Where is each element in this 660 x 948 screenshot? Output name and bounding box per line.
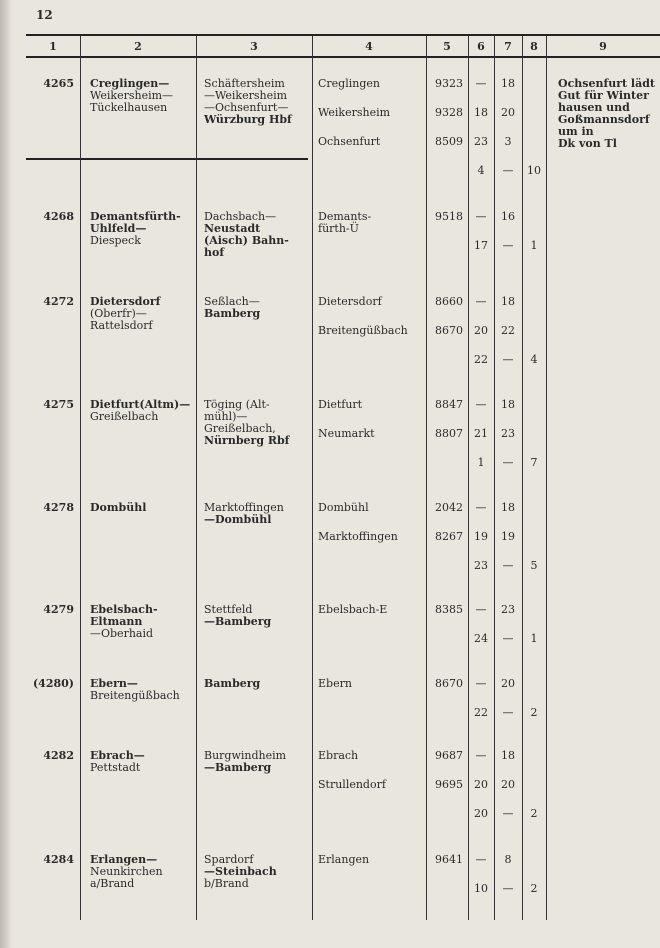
col6-value: — bbox=[475, 77, 487, 90]
station-name: Breitengüßbach bbox=[318, 324, 408, 337]
col7-value: 18 bbox=[501, 398, 515, 411]
route-line: Rattelsdorf bbox=[90, 319, 153, 332]
via-line: Marktoffingen bbox=[204, 501, 284, 514]
col7-value: 23 bbox=[501, 427, 515, 440]
via-line: —Bamberg bbox=[204, 761, 272, 774]
col7-value: 20 bbox=[501, 106, 515, 119]
col6-value: 4 bbox=[477, 164, 485, 177]
station-code: 8660 bbox=[435, 295, 463, 308]
col7-value: 20 bbox=[501, 778, 515, 791]
route-line: Creglingen— bbox=[90, 77, 170, 90]
station-code: 8807 bbox=[435, 427, 463, 440]
entry-number: 4275 bbox=[43, 398, 74, 411]
route-line: Ebrach— bbox=[90, 749, 145, 762]
station-name-cont: fürth-Ü bbox=[318, 222, 359, 235]
station-name: Ochsenfurt bbox=[318, 135, 381, 148]
via-line: Seßlach— bbox=[204, 295, 260, 308]
col7-value: 19 bbox=[501, 530, 515, 543]
remark-line: Goßmannsdorf bbox=[558, 113, 650, 126]
station-code: 8847 bbox=[435, 398, 463, 411]
via-line: Greißelbach, bbox=[204, 422, 276, 435]
column-rule bbox=[546, 36, 547, 920]
route-line: Dietfurt(Altm)— bbox=[90, 398, 191, 411]
via-line: Burgwindheim bbox=[204, 749, 287, 762]
station-name: Ebelsbach-E bbox=[318, 603, 388, 616]
col7-value: 23 bbox=[501, 603, 515, 616]
col7-value: 18 bbox=[501, 77, 515, 90]
col6-value: — bbox=[475, 677, 487, 690]
station-name: Neumarkt bbox=[318, 427, 375, 440]
header-top-rule bbox=[26, 34, 660, 36]
via-line: Neustadt bbox=[204, 222, 261, 235]
col6-value: — bbox=[475, 501, 487, 514]
col6-value: — bbox=[475, 603, 487, 616]
via-line: mühl)— bbox=[204, 410, 248, 423]
route-line: Ebern— bbox=[90, 677, 138, 690]
route-line: Demantsfürth- bbox=[90, 210, 181, 223]
remark-line: Ochsenfurt lädt bbox=[558, 77, 655, 90]
via-line: —Dombühl bbox=[204, 513, 272, 526]
col8-value: 1 bbox=[530, 632, 538, 645]
col8-value: 1 bbox=[530, 239, 538, 252]
via-line: —Weikersheim bbox=[204, 89, 288, 102]
col7-value: 18 bbox=[501, 749, 515, 762]
route-line: Uhlfeld— bbox=[90, 222, 147, 235]
station-code: 8670 bbox=[435, 324, 463, 337]
col8-value: 2 bbox=[530, 882, 538, 895]
column-header: 9 bbox=[599, 40, 607, 53]
col7-value: 22 bbox=[501, 324, 515, 337]
station-code: 9328 bbox=[435, 106, 463, 119]
via-line: hof bbox=[204, 246, 225, 259]
station-name: Dietersdorf bbox=[318, 295, 382, 308]
remark-line: Gut für Winter bbox=[558, 89, 649, 102]
col6-value: — bbox=[475, 398, 487, 411]
col8-value: 4 bbox=[530, 353, 538, 366]
col8-value: 7 bbox=[530, 456, 538, 469]
station-code: 9695 bbox=[435, 778, 463, 791]
col7-value: — bbox=[502, 632, 514, 645]
column-header: 1 bbox=[49, 40, 57, 53]
entry-number: 4265 bbox=[43, 77, 74, 90]
col6-value: 22 bbox=[474, 706, 488, 719]
col6-value: 10 bbox=[474, 882, 488, 895]
col7-value: 18 bbox=[501, 501, 515, 514]
station-name: Creglingen bbox=[318, 77, 380, 90]
col6-value: 20 bbox=[474, 778, 488, 791]
station-name: Weikersheim bbox=[318, 106, 391, 119]
station-code: 8267 bbox=[435, 530, 463, 543]
col8-value: 2 bbox=[530, 706, 538, 719]
via-line: Töging (Alt- bbox=[204, 398, 270, 411]
route-line: a/Brand bbox=[90, 877, 135, 890]
col6-value: — bbox=[475, 295, 487, 308]
column-rule bbox=[80, 36, 81, 920]
col6-value: 17 bbox=[474, 239, 488, 252]
station-code: 8509 bbox=[435, 135, 463, 148]
remark-line: hausen und bbox=[558, 101, 630, 114]
entry-number: 4279 bbox=[43, 603, 74, 616]
route-line: Greißelbach bbox=[90, 410, 159, 423]
col7-value: 3 bbox=[504, 135, 512, 148]
col7-value: 8 bbox=[504, 853, 512, 866]
col7-value: — bbox=[502, 456, 514, 469]
entry-number: 4278 bbox=[43, 501, 74, 514]
via-line: Stettfeld bbox=[204, 603, 253, 616]
station-name: Ebrach bbox=[318, 749, 359, 762]
via-line: —Steinbach bbox=[204, 865, 277, 878]
route-line: Dombühl bbox=[90, 501, 147, 514]
col7-value: — bbox=[502, 559, 514, 572]
col8-value: 10 bbox=[527, 164, 541, 177]
route-line: Ebelsbach- bbox=[90, 603, 158, 616]
column-rule bbox=[196, 36, 197, 920]
route-line: Dietersdorf bbox=[90, 295, 161, 308]
column-header: 6 bbox=[477, 40, 485, 53]
col7-value: 20 bbox=[501, 677, 515, 690]
route-line: Neunkirchen bbox=[90, 865, 163, 878]
column-rule bbox=[312, 36, 313, 920]
via-line: Bamberg bbox=[204, 677, 261, 690]
col6-value: 24 bbox=[474, 632, 488, 645]
route-line: Erlangen— bbox=[90, 853, 158, 866]
col7-value: — bbox=[502, 706, 514, 719]
station-name: Demants- bbox=[318, 210, 372, 223]
entry-number: 4268 bbox=[43, 210, 74, 223]
column-header: 3 bbox=[250, 40, 258, 53]
col7-value: — bbox=[502, 807, 514, 820]
route-line: Diespeck bbox=[90, 234, 141, 247]
route-line: (Oberfr)— bbox=[90, 307, 147, 320]
via-line: b/Brand bbox=[204, 877, 249, 890]
column-header: 8 bbox=[530, 40, 538, 53]
station-code: 9518 bbox=[435, 210, 463, 223]
via-line: —Bamberg bbox=[204, 615, 272, 628]
station-code: 2042 bbox=[435, 501, 463, 514]
col6-value: — bbox=[475, 210, 487, 223]
entry-number: (4280) bbox=[32, 677, 74, 690]
station-name: Dombühl bbox=[318, 501, 369, 514]
via-line: Bamberg bbox=[204, 307, 261, 320]
station-code: 9687 bbox=[435, 749, 463, 762]
via-line: Nürnberg Rbf bbox=[204, 434, 290, 447]
column-header: 4 bbox=[365, 40, 373, 53]
route-line: Weikersheim— bbox=[90, 89, 174, 102]
col6-value: 1 bbox=[477, 456, 485, 469]
col7-value: — bbox=[502, 353, 514, 366]
via-line: Schäftersheim bbox=[204, 77, 285, 90]
col6-value: 23 bbox=[474, 135, 488, 148]
col6-value: 19 bbox=[474, 530, 488, 543]
station-name: Dietfurt bbox=[318, 398, 363, 411]
station-code: 9641 bbox=[435, 853, 463, 866]
via-line: Spardorf bbox=[204, 853, 254, 866]
col6-value: 22 bbox=[474, 353, 488, 366]
col6-value: 21 bbox=[474, 427, 488, 440]
column-rule bbox=[426, 36, 427, 920]
page-number: 12 bbox=[36, 8, 53, 22]
col7-value: 18 bbox=[501, 295, 515, 308]
remark-line: um in bbox=[558, 125, 594, 138]
col7-value: 16 bbox=[501, 210, 515, 223]
station-name: Ebern bbox=[318, 677, 352, 690]
entry-rule bbox=[26, 158, 308, 160]
station-code: 9323 bbox=[435, 77, 463, 90]
entry-number: 4272 bbox=[43, 295, 74, 308]
station-name: Marktoffingen bbox=[318, 530, 398, 543]
entry-number: 4282 bbox=[43, 749, 74, 762]
route-line: —Oberhaid bbox=[90, 627, 154, 640]
station-code: 8385 bbox=[435, 603, 463, 616]
col7-value: — bbox=[502, 164, 514, 177]
via-line: Würzburg Hbf bbox=[204, 113, 292, 126]
column-header: 7 bbox=[504, 40, 512, 53]
station-name: Erlangen bbox=[318, 853, 370, 866]
via-line: (Aisch) Bahn- bbox=[204, 234, 289, 247]
col8-value: 2 bbox=[530, 807, 538, 820]
column-header: 5 bbox=[443, 40, 451, 53]
entry-number: 4284 bbox=[43, 853, 74, 866]
col7-value: — bbox=[502, 882, 514, 895]
column-header: 2 bbox=[134, 40, 142, 53]
col6-value: 23 bbox=[474, 559, 488, 572]
route-line: Breitengüßbach bbox=[90, 689, 180, 702]
col6-value: 20 bbox=[474, 324, 488, 337]
col6-value: 20 bbox=[474, 807, 488, 820]
via-line: —Ochsenfurt— bbox=[204, 101, 289, 114]
route-line: Tückelhausen bbox=[90, 101, 168, 114]
page-binding-edge bbox=[0, 0, 12, 948]
col6-value: — bbox=[475, 749, 487, 762]
route-line: Pettstadt bbox=[90, 761, 141, 774]
col6-value: — bbox=[475, 853, 487, 866]
col7-value: — bbox=[502, 239, 514, 252]
via-line: Dachsbach— bbox=[204, 210, 277, 223]
station-code: 8670 bbox=[435, 677, 463, 690]
col6-value: 18 bbox=[474, 106, 488, 119]
col8-value: 5 bbox=[530, 559, 538, 572]
remark-line: Dk von Tl bbox=[558, 137, 617, 150]
header-bottom-rule bbox=[26, 56, 660, 58]
route-line: Eltmann bbox=[90, 615, 143, 628]
station-name: Strullendorf bbox=[318, 778, 386, 791]
